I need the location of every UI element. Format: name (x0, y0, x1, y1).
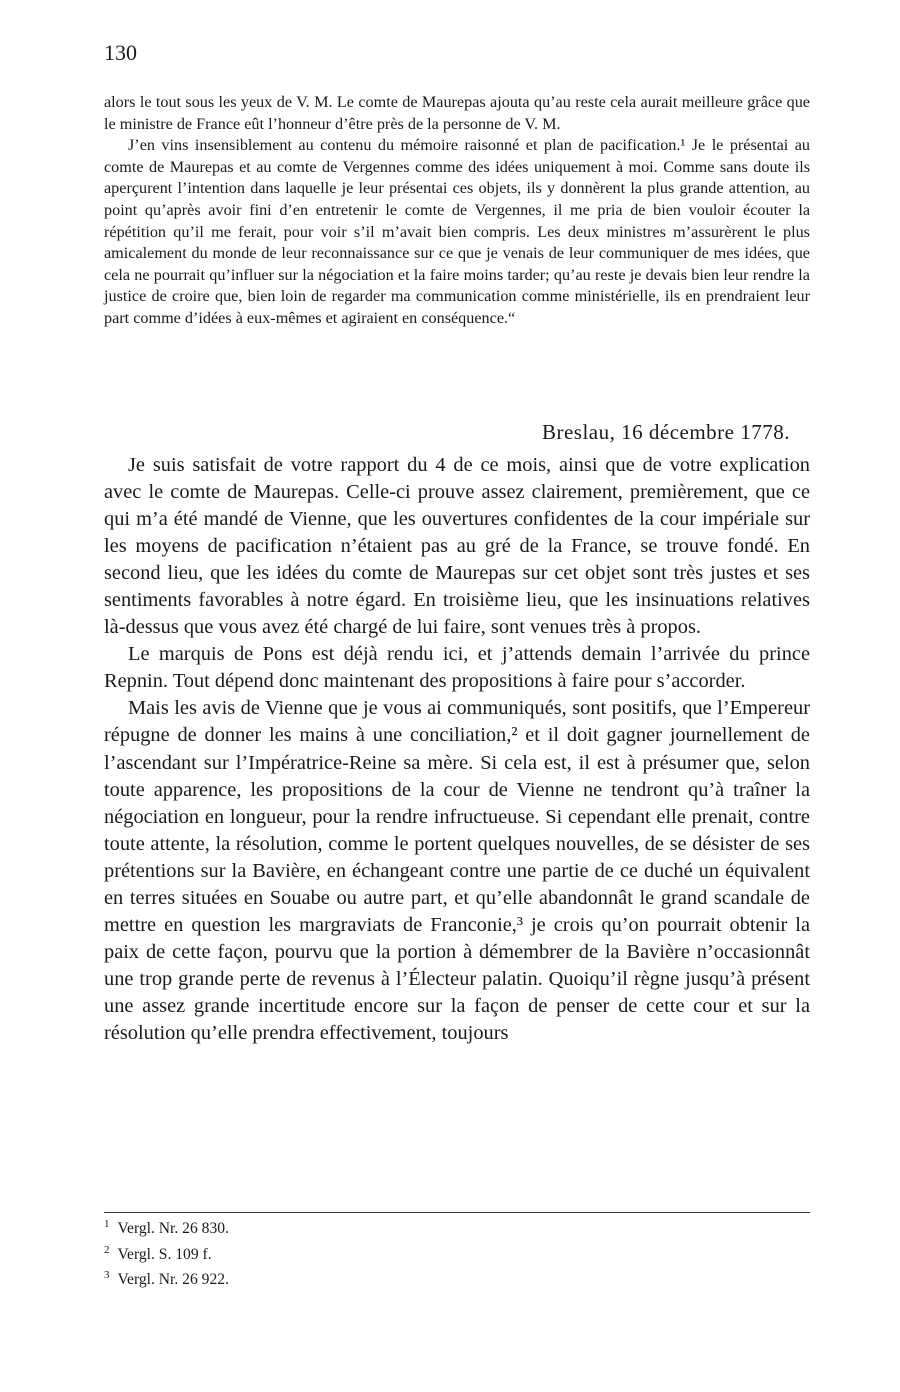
quoted-report (104, 92, 810, 330)
report-paragraph-1: alors le tout sous les yeux de V. M. Le comte de Maurepas ajouta qu’au reste cela aurait meilleure grâce que le ministre de France eût l’honneur d’être près de la personne de V. M. (104, 93, 810, 133)
letter-paragraph-1: Je suis satisfait de votre rapport du 4 de ce mois, ainsi que de votre explication avec le comte de Maurepas. Celle-ci prouve assez clairement, premièrement, que ce qui m’a été mandé de Vienne, que les ouvertures confidentes de la cour impériale sur les moyens de pacification n’étaient pas au gré de la France, se trouve fondé. En second lieu, que les idées du comte de Maurepas sur cet objet sont très justes et ses sentiments favorables à notre égard. En troisième lieu, que les insinuations relatives là-dessus que vous avez été chargé de lui faire, sont venues très à propos. (104, 454, 810, 639)
footnote-text: Vergl. Nr. 26 830. (117, 1220, 229, 1238)
footnote-mark: 3 (104, 1269, 110, 1282)
dateline: Breslau, 16 décembre 1778. (541, 420, 790, 444)
footnote-2 (104, 1240, 229, 1266)
footnote-1 (104, 1214, 229, 1240)
footnote-rule (104, 1212, 810, 1213)
page-number: 130 (104, 40, 137, 65)
report-paragraph-2: J’en vins insensiblement au contenu du mémoire raisonné et plan de pacification.¹ Je le présentai au comte de Maurepas et au comte de Vergennes comme des idées uniquement à moi. Comme sans doute ils aperçurent l’intention dans laquelle je leur présentai ces objets, ils y donnèrent la plus grande attention, au point qu’après avoir fini d’en entretenir le comte de Vergennes, il me pria de bien vouloir écouter la répétition qu’il me ferait, pour voir s’il m’avait bien compris. Les deux ministres m’assurèrent le plus amicalement du monde de leur reconnaissance sur ce que je venais de leur communiquer de mes idées, que cela ne pourrait qu’influer sur la négociation et la faire moins tarder; qu’au reste je devais bien leur rendre la justice de croire que, bien loin de regarder ma communication comme ministérielle, ils en prendraient leur part comme d’idées à eux-mêmes et agiraient en conséquence.“ (104, 136, 810, 327)
letter-body (104, 452, 810, 1047)
footnote-mark: 2 (104, 1243, 110, 1256)
footnote-text: Vergl. Nr. 26 922. (117, 1271, 229, 1289)
footnotes (104, 1214, 229, 1291)
footnote-mark: 1 (104, 1218, 110, 1230)
letter-paragraph-2: Le marquis de Pons est déjà rendu ici, et j’attends demain l’arrivée du prince Repnin. Tout dépend donc maintenant des propositions à faire pour s’accorder. (104, 643, 810, 693)
footnote-text: Vergl. S. 109 f. (117, 1245, 212, 1263)
footnote-3 (104, 1265, 229, 1291)
letter-paragraph-3: Mais les avis de Vienne que je vous ai communiqués, sont positifs, que l’Empereur répugne de donner les mains à une conciliation,² et il doit gagner journellement de l’ascendant sur l’Impératrice-Reine sa mère. Si cela est, il est à présumer que, selon toute apparence, les propositions de la cour de Vienne ne tendront qu’à traîner la négociation en longueur, pour la rendre infructueuse. Si cependant elle prenait, contre toute attente, la résolution, comme le portent quelques nouvelles, de se désister de ses prétentions sur la Bavière, en échangeant contre une partie de ce duché un équivalent en terres situées en Souabe ou autre part, et qu’elle abandonnât le grand scandale de mettre en question les margraviats de Franconie,³ je crois qu’on pourrait obtenir la paix de cette façon, pourvu que la portion à démembrer de la Bavière n’occasionnât une trop grande perte de revenus à l’Électeur palatin. Quoiqu’il règne jusqu’à présent une assez grande incertitude encore sur la façon de penser de cette cour et sur la résolution qu’elle prendra effectivement, toujours (104, 697, 810, 1044)
